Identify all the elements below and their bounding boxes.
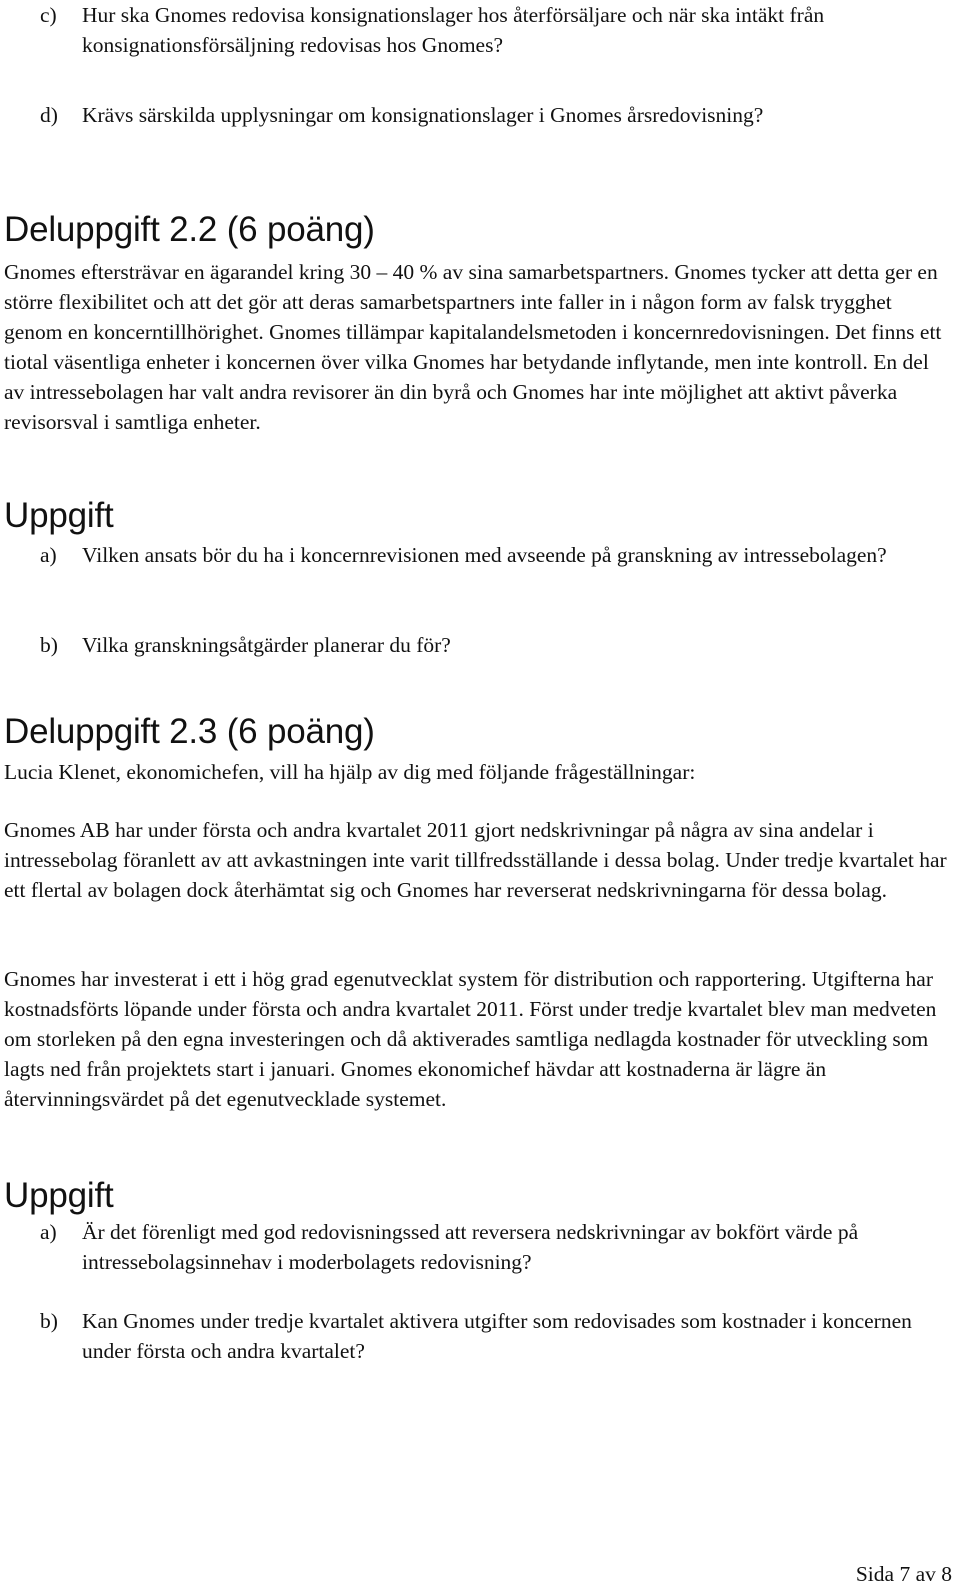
question-label: d) (40, 103, 58, 127)
question-label: a) (40, 543, 57, 567)
section-2-3-para2 (4, 964, 954, 1114)
question-label: c) (40, 3, 57, 27)
question-label: b) (40, 633, 58, 657)
question-d (40, 100, 920, 130)
section-heading-2-2: Deluppgift 2.2 (6 poäng) (4, 210, 375, 249)
question-label: a) (40, 1220, 57, 1244)
question-2-2-b (40, 630, 920, 660)
question-text: Är det förenligt med god redovisningssed att reversera nedskrivningar av bokfört värde på intressebolagsinnehav i moderbolagets redovisning? (82, 1220, 859, 1274)
task-heading-2-3: Uppgift (4, 1176, 114, 1215)
section-2-3-para1 (4, 815, 954, 905)
paragraph: Gnomes har investerat i ett i hög grad egenutvecklat system för distribution och rapportering. Utgifterna har kostnadsförts löpande under första och andra kvartalet 2011. Först under tredje kvartalet blev man medveten om storleken på den egna investeringen och då aktiverades samtliga nedlagda kostnader för utveckling som lagts ned från projektets start i januari. Gnomes ekonomichef hävdar att kostnaderna är lägre än återvinningsvärdet på det egenutvecklade systemet. (4, 967, 937, 1111)
question-c (40, 0, 920, 60)
question-2-3-b (40, 1306, 920, 1366)
section-2-3-intro (4, 757, 954, 787)
section-2-2-body (4, 257, 954, 437)
question-text: Krävs särskilda upplysningar om konsignationslager i Gnomes årsredovisning? (82, 103, 764, 127)
task-heading-2-2: Uppgift (4, 496, 114, 535)
question-2-3-a (40, 1217, 920, 1277)
question-text: Hur ska Gnomes redovisa konsignationslager hos återförsäljare och när ska intäkt från konsignationsförsäljning redovisas hos Gnomes? (82, 3, 825, 57)
question-text: Vilka granskningsåtgärder planerar du för? (82, 633, 451, 657)
question-2-2-a (40, 540, 920, 570)
question-label: b) (40, 1309, 58, 1333)
paragraph: Lucia Klenet, ekonomichefen, vill ha hjälp av dig med följande frågeställningar: (4, 760, 696, 784)
section-heading-2-3: Deluppgift 2.3 (6 poäng) (4, 712, 375, 751)
question-text: Vilken ansats bör du ha i koncernrevisionen med avseende på granskning av intressebolagen? (82, 543, 887, 567)
question-text: Kan Gnomes under tredje kvartalet aktivera utgifter som redovisades som kostnader i koncernen under första och andra kvartalet? (82, 1309, 912, 1363)
page-number: Sida 7 av 8 (855, 1562, 952, 1586)
paragraph: Gnomes AB har under första och andra kvartalet 2011 gjort nedskrivningar på några av sina andelar i intressebolag föranlett av att avkastningen inte varit tillfredsställande i dessa bolag. Under tredje kvartalet har ett flertal av bolagen dock återhämtat sig och Gnomes har reverserat nedskrivningarna för dessa bolag. (4, 818, 947, 902)
paragraph: Gnomes eftersträvar en ägarandel kring 30 – 40 % av sina samarbetspartners. Gnomes tycker att detta ger en större flexibilitet och att det gör att deras samarbetspartners inte faller in i någon form av falsk trygghet genom en koncerntillhörighet. Gnomes tillämpar kapitalandelsmetoden i koncernredovisningen. Det finns ett tiotal väsentliga enheter i koncernen över vilka Gnomes har betydande inflytande, men inte kontroll. En del av intressebolagen har valt andra revisorer än din byrå och Gnomes har inte möjlighet att aktivt påverka revisorsval i samtliga enheter. (4, 260, 942, 434)
